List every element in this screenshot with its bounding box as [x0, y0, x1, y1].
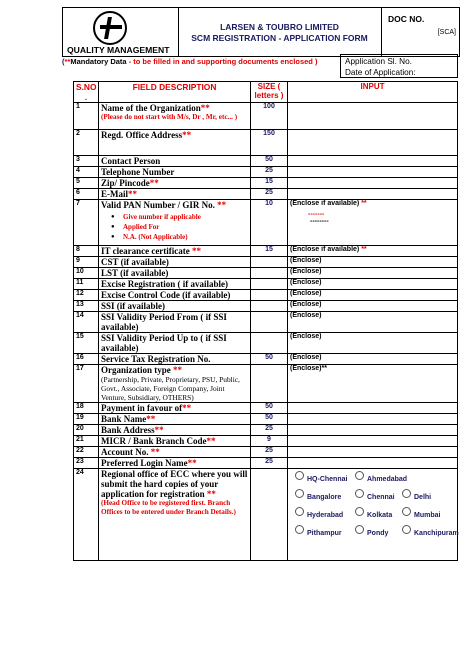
- field-description: IT clearance certificate **: [99, 246, 251, 257]
- table-row: [74, 301, 458, 312]
- table-row: [74, 200, 458, 246]
- field-description: SSI Validity Period From ( if SSI available): [99, 312, 251, 333]
- input-cell[interactable]: [288, 167, 458, 178]
- table-row: [74, 414, 458, 425]
- table-header-row: [74, 82, 458, 103]
- option-bullet: ● Give number if applicable: [111, 212, 248, 222]
- field-size: 15: [251, 178, 288, 189]
- row-number: 18: [74, 403, 99, 414]
- office-radio[interactable]: [355, 507, 364, 516]
- option-bullet: ● Applied For: [111, 222, 248, 232]
- input-cell[interactable]: (Enclose): [288, 257, 458, 268]
- office-radio[interactable]: [402, 507, 411, 516]
- input-cell[interactable]: (Enclose): [288, 290, 458, 301]
- office-label: Pondy: [367, 530, 389, 537]
- table-row: [74, 156, 458, 167]
- field-description: LST (if available): [99, 268, 251, 279]
- row-number: 20: [74, 425, 99, 436]
- field-size: 100: [251, 103, 288, 130]
- field-size: 15: [251, 246, 288, 257]
- input-cell[interactable]: (Enclose): [288, 354, 458, 365]
- table-row: [74, 403, 458, 414]
- col-sno: S.NO .: [74, 82, 99, 103]
- row-number: 3: [74, 156, 99, 167]
- table-row: [74, 425, 458, 436]
- field-size: [251, 469, 288, 561]
- row-number: 16: [74, 354, 99, 365]
- form-title: SCM REGISTRATION - APPLICATION FORM: [191, 33, 368, 43]
- table-row: [74, 167, 458, 178]
- row-number: 1: [74, 103, 99, 130]
- table-row: [74, 130, 458, 156]
- office-radio[interactable]: [295, 489, 304, 498]
- input-cell[interactable]: [288, 189, 458, 200]
- office-radio[interactable]: [355, 525, 364, 534]
- field-size: 50: [251, 414, 288, 425]
- doc-no-label: DOC NO.: [388, 14, 425, 24]
- field-description: Name of the Organization** (Please do not start with M/s, Dr , Mr, etc... ): [99, 103, 251, 130]
- table-row: [74, 436, 458, 447]
- row-number: 8: [74, 246, 99, 257]
- row-number: 23: [74, 458, 99, 469]
- field-description: Bank Name**: [99, 414, 251, 425]
- field-size: [251, 279, 288, 290]
- input-cell[interactable]: [288, 436, 458, 447]
- registration-table: [73, 81, 458, 561]
- field-description: Organization type ** (Partnership, Private, Proprietary, PSU, Public, Govt., Associate, Foreign Company, Joint Venture, Subsidiary, OTHERS): [99, 365, 251, 403]
- field-description: Regd. Office Address**: [99, 130, 251, 156]
- field-description: Contact Person: [99, 156, 251, 167]
- input-cell[interactable]: (Enclose): [288, 333, 458, 354]
- field-size: [251, 268, 288, 279]
- office-label: Bangalore: [307, 494, 342, 501]
- field-size: [251, 290, 288, 301]
- field-size: [251, 333, 288, 354]
- application-serial-label: Application Sl. No.: [345, 57, 412, 66]
- table-row: [74, 268, 458, 279]
- row-number: 9: [74, 257, 99, 268]
- field-description: SSI (if available): [99, 301, 251, 312]
- form-header: [62, 7, 460, 57]
- office-label: Mumbai: [414, 512, 441, 519]
- field-description: Excise Registration ( if available): [99, 279, 251, 290]
- col-size: SIZE ( letters ): [251, 82, 288, 103]
- table-row: [74, 447, 458, 458]
- regional-office-options: [290, 469, 459, 557]
- row-number: 15: [74, 333, 99, 354]
- office-label: HQ-Chennai: [307, 476, 348, 483]
- row-number: 11: [74, 279, 99, 290]
- row-number: 10: [74, 268, 99, 279]
- office-radio[interactable]: [355, 471, 364, 480]
- field-description: Telephone Number: [99, 167, 251, 178]
- input-cell[interactable]: (Enclose): [288, 301, 458, 312]
- table-row: [74, 365, 458, 403]
- field-size: [251, 312, 288, 333]
- field-size: 25: [251, 167, 288, 178]
- office-label: Kanchipuram: [414, 530, 459, 537]
- table-row: [74, 290, 458, 301]
- row-number: 14: [74, 312, 99, 333]
- field-size: 25: [251, 425, 288, 436]
- table-row: [74, 354, 458, 365]
- field-description: Valid PAN Number / GIR No. ** ● Give number if applicable ● Applied For ● N.A. (Not Applicable): [99, 200, 251, 246]
- field-description: Bank Address**: [99, 425, 251, 436]
- col-input: INPUT: [288, 82, 458, 103]
- field-size: 9: [251, 436, 288, 447]
- input-cell[interactable]: [288, 414, 458, 425]
- field-description: E-Mail**: [99, 189, 251, 200]
- office-radio[interactable]: [402, 489, 411, 498]
- field-size: [251, 301, 288, 312]
- field-description: Excise Control Code (if available): [99, 290, 251, 301]
- office-label: Pithampur: [307, 530, 342, 537]
- office-radio[interactable]: [295, 507, 304, 516]
- row-number: 4: [74, 167, 99, 178]
- field-size: 50: [251, 354, 288, 365]
- input-cell[interactable]: [288, 103, 458, 130]
- field-size: [251, 365, 288, 403]
- field-description: Preferred Login Name**: [99, 458, 251, 469]
- lt-logo-icon: [93, 11, 127, 45]
- field-size: [251, 257, 288, 268]
- col-field: FIELD DESCRIPTION: [99, 82, 251, 103]
- field-description: Account No. **: [99, 447, 251, 458]
- doc-code: [SCA]: [437, 29, 456, 36]
- office-radio[interactable]: [295, 525, 304, 534]
- office-label: Delhi: [414, 494, 432, 501]
- table-row: [74, 189, 458, 200]
- table-row: [74, 246, 458, 257]
- application-box: [340, 54, 458, 78]
- input-cell[interactable]: (Enclose)**: [288, 365, 458, 403]
- field-size: 150: [251, 130, 288, 156]
- table-row: [74, 469, 458, 561]
- input-cell[interactable]: (Enclose): [288, 268, 458, 279]
- input-cell[interactable]: (Enclose): [288, 312, 458, 333]
- table-row: [74, 178, 458, 189]
- table-row: [74, 279, 458, 290]
- application-date-label: Date of Application:: [345, 68, 416, 77]
- row-number: 2: [74, 130, 99, 156]
- input-cell[interactable]: (Enclose if available) ** ------- --------: [288, 200, 458, 246]
- input-cell[interactable]: [288, 425, 458, 436]
- row-number: 13: [74, 301, 99, 312]
- input-cell[interactable]: (Enclose): [288, 279, 458, 290]
- row-number: 6: [74, 189, 99, 200]
- option-bullet: ● N.A. (Not Applicable): [111, 232, 248, 242]
- field-description: Payment in favour of**: [99, 403, 251, 414]
- company-name: LARSEN & TOUBRO LIMITED: [220, 22, 339, 32]
- office-label: Hyderabad: [307, 512, 344, 519]
- row-number: 19: [74, 414, 99, 425]
- table-row: [74, 333, 458, 354]
- field-description: Service Tax Registration No.: [99, 354, 251, 365]
- field-size: 10: [251, 200, 288, 246]
- office-radio[interactable]: [355, 489, 364, 498]
- input-cell[interactable]: [288, 130, 458, 156]
- quality-management-label: QUALITY MANAGEMENT: [67, 45, 170, 55]
- field-description: Zip/ Pincode**: [99, 178, 251, 189]
- field-size: 50: [251, 156, 288, 167]
- table-row: [74, 257, 458, 268]
- office-label: Ahmedabad: [367, 476, 408, 483]
- input-cell[interactable]: [288, 447, 458, 458]
- input-cell[interactable]: [288, 403, 458, 414]
- row-number: 21: [74, 436, 99, 447]
- field-description: Regional office of ECC where you will submit the hard copies of your application for registration ** (Head Office to be registered first. Branch Offices to be entered under Branch Details.): [99, 469, 251, 561]
- field-description: MICR / Bank Branch Code**: [99, 436, 251, 447]
- logo-cell: [63, 8, 179, 56]
- row-number: 7: [74, 200, 99, 246]
- table-row: [74, 312, 458, 333]
- field-description: CST (if available): [99, 257, 251, 268]
- input-cell[interactable]: [288, 156, 458, 167]
- row-number: 22: [74, 447, 99, 458]
- input-cell[interactable]: [288, 178, 458, 189]
- input-cell[interactable]: (Enclose if available) **: [288, 246, 458, 257]
- office-label: Kolkata: [367, 512, 393, 519]
- office-radio[interactable]: [295, 471, 304, 480]
- office-label: Chennai: [367, 494, 395, 501]
- mandatory-note: (**Mandatory Data - to be filled in and supporting documents enclosed ): [62, 57, 318, 66]
- row-number: 5: [74, 178, 99, 189]
- field-size: 25: [251, 458, 288, 469]
- office-radio[interactable]: [402, 525, 411, 534]
- doc-no-cell: [381, 8, 460, 56]
- table-row: [74, 103, 458, 130]
- input-cell: [288, 469, 458, 561]
- row-number: 17: [74, 365, 99, 403]
- row-number: 12: [74, 290, 99, 301]
- field-size: 50: [251, 403, 288, 414]
- input-cell[interactable]: [288, 458, 458, 469]
- table-row: [74, 458, 458, 469]
- field-size: 25: [251, 189, 288, 200]
- field-size: 25: [251, 447, 288, 458]
- row-number: 24: [74, 469, 99, 561]
- field-description: SSI Validity Period Up to ( if SSI available): [99, 333, 251, 354]
